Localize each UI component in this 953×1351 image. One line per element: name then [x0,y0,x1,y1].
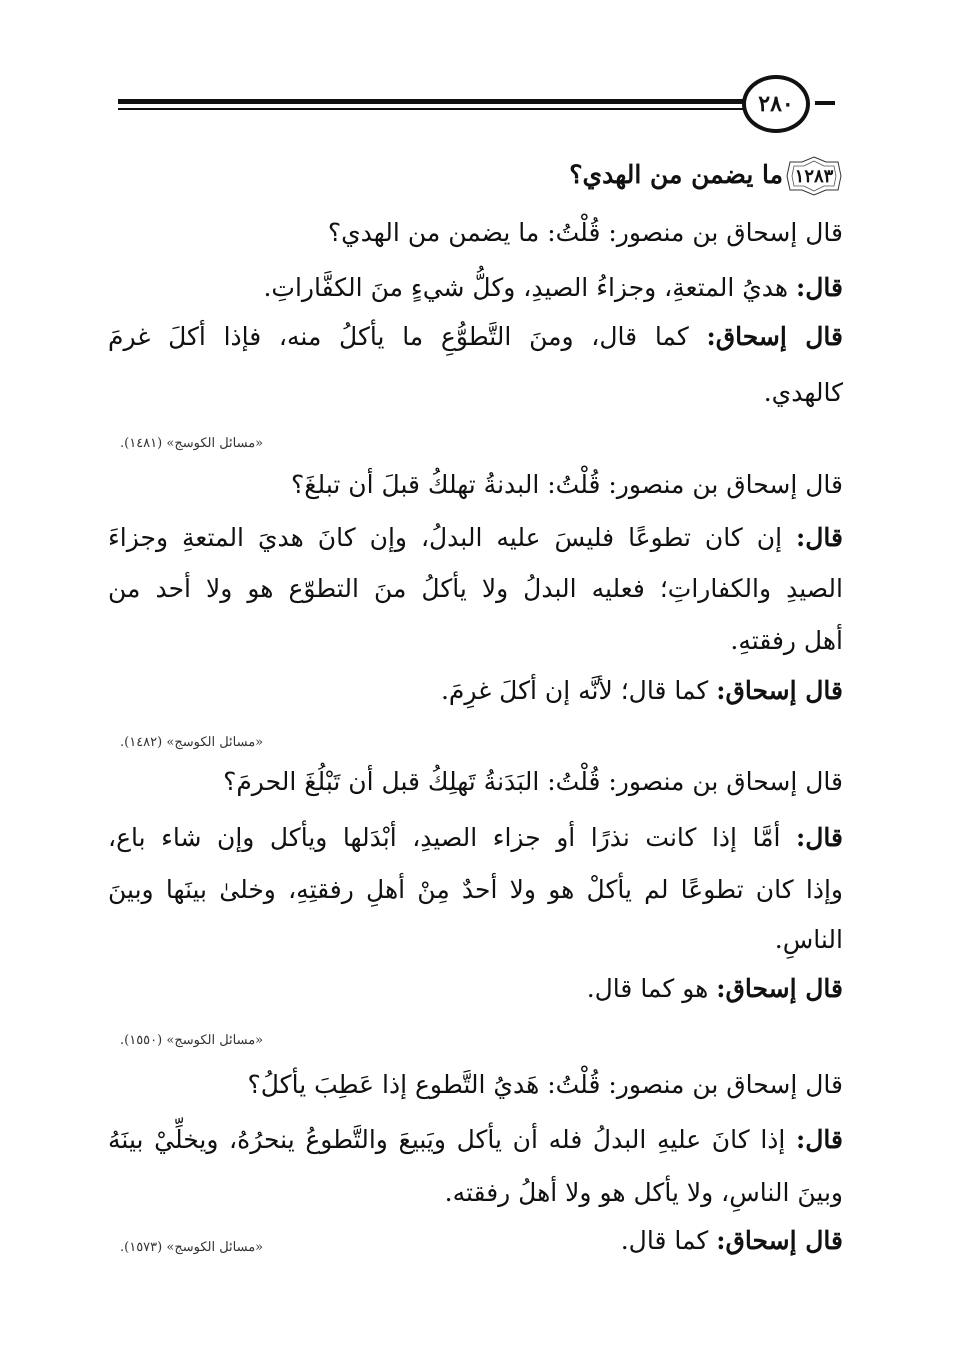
text-line: قال إسحاق: كما قال؛ لأنَّه إن أكلَ غرِمَ. [440,676,843,705]
text-line: قال: أمَّا إذا كانت نذرًا أو جزاء الصيدِ، أبْدَلها ويأكل وإن شاء باع، [108,823,843,852]
text-line: قال إسحاق: كما قال، ومنَ التَّطوُّعِ ما يأكلُ منه، فإذا أكلَ غرمَ [108,322,843,351]
text-line: وبينَ الناسِ، ولا يأكل هو ولا أهلُ رفقته. [444,1178,843,1207]
text-line: أهل رفقتهِ. [730,626,843,655]
page-number: ٢٨٠ [742,75,810,133]
section-title: ما يضمن من الهدي؟ [569,160,783,189]
text-line: قال: هديُ المتعةِ، وجزاءُ الصيدِ، وكلُّ شيءٍ منَ الكفَّاراتِ. [263,273,843,302]
text-line: قال إسحاق: كما قال. [620,1226,843,1255]
citation: «مسائل الكوسج» (١٤٨١). [120,436,264,451]
text-line: قال إسحاق بن منصور: قُلْتُ: ما يضمن من الهدي؟ [327,218,843,247]
citation: «مسائل الكوسج» (١٤٨٢). [120,735,264,750]
entry-number: ١٢٨٣ [794,165,834,187]
text-line: قال إسحاق بن منصور: قُلْتُ: البدنةُ تهلكُ قبلَ أن تبلغَ؟ [290,470,843,499]
text-line: الناسِ. [774,925,843,954]
text-line: كالهدي. [763,378,843,407]
text-line: قال إسحاق بن منصور: قُلْتُ: هَديُ التَّطوع إذا عَطِبَ يأكلُ؟ [247,1070,843,1099]
header-rule-thin [118,108,746,110]
text-line: قال إسحاق: هو كما قال. [586,974,843,1003]
text-line: قال: إذا كانَ عليهِ البدلُ فله أن يأكل ويَبيعَ والتَّطوعُ ينحرُهُ، ويخلِّيْ بينَهُ [108,1125,843,1154]
header-rule-right [815,101,835,105]
text-line: وإذا كان تطوعًا لم يأكلْ هو ولا أحدٌ مِنْ أهلِ رفقتِهِ، وخلىٰ بينَها وبينَ [108,875,843,904]
header-rule-thick [118,99,746,104]
text-line: الصيدِ والكفاراتِ؛ فعليه البدلُ ولا يأكلُ منَ التطوّع هو ولا أحد من [108,574,843,603]
citation: «مسائل الكوسج» (١٥٧٣). [120,1240,264,1255]
text-line: قال إسحاق بن منصور: قُلْتُ: البَدَنةُ تَهلِكُ قبل أن تَبْلُغَ الحرمَ؟ [223,767,843,796]
text-line: قال: إن كان تطوعًا فليسَ عليه البدلُ، وإن كانَ هديَ المتعةِ وجزاءَ [108,523,843,552]
entry-number-badge [786,156,842,196]
citation: «مسائل الكوسج» (١٥٥٠). [120,1033,264,1048]
